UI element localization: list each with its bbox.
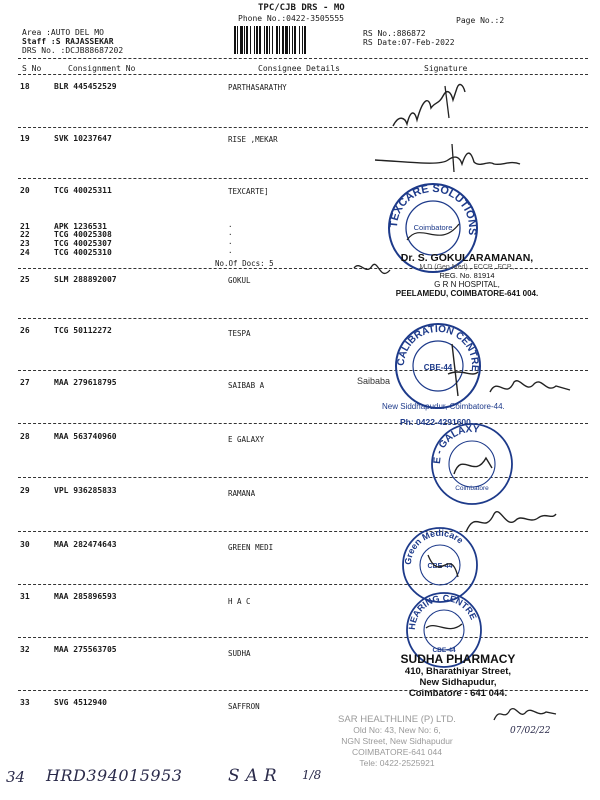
row-sno: 22 — [20, 230, 30, 239]
doctor-hospital: G R N HOSPITAL, — [434, 280, 500, 289]
col-sno: S No — [22, 64, 42, 73]
barcode-bar — [264, 26, 265, 54]
row-consignment: TCG 40025310 — [54, 248, 112, 257]
sar-city: COIMBATORE-641 044 — [352, 747, 442, 757]
row-consignee: . — [228, 237, 233, 246]
rs-date: RS Date:07-Feb-2022 — [363, 38, 455, 47]
egalaxy-city: Coimbatore — [455, 485, 489, 492]
handwritten-consignment: HRD394015953 — [46, 766, 183, 785]
row-consignee: PARTHASARATHY — [228, 83, 287, 92]
row-consignment: TCG 40025311 — [54, 186, 112, 195]
barcode-bar — [240, 26, 243, 54]
signature-row27 — [486, 372, 576, 402]
barcode-bar — [304, 26, 306, 54]
row-consignment: APK 1236531 — [54, 222, 107, 231]
row-consignment: TCG 50112272 — [54, 326, 112, 335]
row-sno: 28 — [20, 432, 30, 441]
row-consignee: H A C — [228, 597, 251, 606]
sudha-street: 410, Bharathiyar Street, — [404, 666, 512, 677]
sar-name: SAR HEALTHLINE (P) LTD. — [338, 714, 456, 725]
barcode-bar — [299, 26, 300, 54]
signature-row18 — [385, 78, 490, 133]
row-sno: 19 — [20, 134, 30, 143]
egalaxy-name: E - GALAXY — [431, 423, 480, 465]
row-consignee: RAMANA — [228, 489, 256, 498]
doctor-address: PEELAMEDU, COIMBATORE-641 004. — [395, 289, 539, 298]
hearing-centre-code: CBE-44 — [432, 647, 456, 654]
row-sno: 29 — [20, 486, 30, 495]
col-consignee: Consignee Details — [258, 64, 340, 73]
row-divider — [18, 584, 588, 585]
row-sno: 23 — [20, 239, 30, 248]
svg-text:Green Medicare — [403, 528, 465, 565]
svg-text:HEARING CENTRE — [407, 593, 479, 630]
sar-oldno: Old No: 43, New No: 6, — [353, 725, 441, 735]
green-medicare-name: Green Medicare — [402, 527, 466, 566]
no-of-docs: No.Of Docs: 5 — [215, 259, 274, 268]
barcode-bar — [269, 26, 270, 54]
barcode-bar — [266, 26, 268, 54]
row-sno: 33 — [20, 698, 30, 707]
area-label: Area :AUTO DEL MO — [22, 28, 104, 37]
egalaxy-stamp — [428, 420, 516, 508]
drs-title: TPC/CJB DRS - MO — [258, 3, 345, 13]
signature-row25 — [350, 258, 410, 288]
hearing-centre-name: HEARING CENTRE — [406, 592, 479, 631]
row-sno: 26 — [20, 326, 30, 335]
row-consignee: SAFFRON — [228, 702, 260, 711]
barcode-bar — [289, 26, 290, 54]
row-divider — [18, 318, 588, 319]
barcode-bar — [256, 26, 258, 54]
row-consignment: SLM 288892007 — [54, 275, 117, 284]
doctor-degree: M.D.(Gen.Med)., FCCP., FCP., — [419, 264, 515, 271]
barcode — [232, 25, 356, 55]
row-consignee: GOKUL — [228, 276, 251, 285]
staff-label: Staff :S RAJASSEKAR — [22, 37, 114, 46]
row-divider — [18, 637, 588, 638]
row-consignment: VPL 936285833 — [54, 486, 117, 495]
barcode-bar — [276, 26, 278, 54]
sudha-pharmacy-stamp — [378, 652, 538, 699]
row-consignee: TESPA — [228, 329, 251, 338]
handwritten-sno: 34 — [6, 768, 26, 786]
handwritten-extra: 1/8 — [302, 768, 322, 782]
row-consignee: SAIBAB A — [228, 381, 265, 390]
barcode-bar — [272, 26, 273, 54]
row-consignee: RISE ,MEKAR — [228, 135, 278, 144]
calibration-code: CBE-44 — [423, 363, 453, 372]
row-consignment: MAA 282474643 — [54, 540, 117, 549]
sar-phone: Tele: 0422-2525921 — [359, 758, 435, 768]
barcode-bar — [246, 26, 248, 54]
signature-row33 — [490, 700, 560, 728]
row-sno: 25 — [20, 275, 30, 284]
column-divider — [18, 74, 588, 75]
row-sno: 21 — [20, 222, 30, 231]
row-divider — [18, 127, 588, 128]
phone-number: Phone No.:0422-3505555 — [238, 14, 344, 23]
green-medicare-code: CBE-44 — [427, 563, 453, 570]
barcode-bar — [237, 26, 238, 54]
row-consignment: MAA 285896593 — [54, 592, 117, 601]
doctor-reg: REG. No. 81914 — [439, 271, 495, 280]
row-consignment: MAA 563740960 — [54, 432, 117, 441]
col-consignment: Consignment No — [68, 64, 136, 73]
row-consignment: SVG 4512940 — [54, 698, 107, 707]
row-consignment: MAA 275563705 — [54, 645, 117, 654]
sar-street: NGN Street, New Sidhapudur — [341, 736, 453, 746]
barcode-bar — [244, 26, 245, 54]
sar-healthline-stamp — [322, 714, 472, 769]
row-consignee: . — [228, 228, 233, 237]
row-consignment: TCG 40025308 — [54, 230, 112, 239]
row-sno: 31 — [20, 592, 30, 601]
row-sno: 18 — [20, 82, 30, 91]
row-sno: 27 — [20, 378, 30, 387]
signature-row19 — [370, 138, 530, 183]
row-consignee: E GALAXY — [228, 435, 265, 444]
handwritten-consignee: SAR — [228, 766, 283, 786]
doctor-name: Dr. S. GOKULARAMANAN, — [400, 252, 534, 264]
barcode-bar — [294, 26, 296, 54]
texcare-name: TEXCARE SOLUTIONS — [387, 182, 479, 236]
row-consignee: GREEN MEDI — [228, 543, 274, 552]
col-signature: Signature — [424, 64, 468, 73]
barcode-bar — [302, 26, 303, 54]
barcode-bar — [282, 26, 284, 54]
row-consignee: SUDHA — [228, 649, 251, 658]
barcode-bar — [285, 26, 288, 54]
row-sno: 20 — [20, 186, 30, 195]
barcode-bar — [259, 26, 261, 54]
signature-date: 07/02/22 — [510, 726, 551, 736]
row-consignee: . — [228, 246, 233, 255]
calibration-stamp — [392, 320, 484, 412]
barcode-bar — [279, 26, 280, 54]
row-consignee: TEXCARTE] — [228, 187, 269, 196]
svg-text:E - GALAXY — [432, 424, 480, 465]
barcode-bar — [292, 26, 293, 54]
row-sno: 24 — [20, 248, 30, 257]
calibration-name: CALIBRATION CENTRE — [395, 323, 481, 372]
sudha-city: Coimbatore - 641 044. — [408, 688, 508, 699]
barcode-bar — [250, 26, 251, 54]
sudha-name: SUDHA PHARMACY — [400, 652, 516, 666]
row-consignee: . — [228, 220, 233, 229]
texcare-city: Coimbatore — [413, 223, 453, 232]
row-consignment: BLR 445452529 — [54, 82, 117, 91]
row-consignment: TCG 40025307 — [54, 239, 112, 248]
header-divider — [18, 58, 588, 59]
row-sno: 32 — [20, 645, 30, 654]
barcode-bar — [254, 26, 255, 54]
row-divider — [18, 370, 588, 371]
barcode-bar — [234, 26, 236, 54]
new-siddhapudur: New Siddhapudur, Coimbatore-44. — [382, 402, 505, 411]
row-consignment: MAA 279618795 — [54, 378, 117, 387]
row-sno: 30 — [20, 540, 30, 549]
page-number: Page No.:2 — [456, 16, 505, 25]
rs-number: RS No.:886872 — [363, 29, 426, 38]
row-consignment: SVK 10237647 — [54, 134, 112, 143]
drs-number: DRS No. :DCJB88687202 — [22, 46, 124, 55]
sudha-area: New Sidhapudur, — [419, 677, 497, 688]
saibaba-stamp: Saibaba — [357, 376, 391, 386]
phone-stamp: Ph: 0422-4291600 — [400, 417, 471, 427]
